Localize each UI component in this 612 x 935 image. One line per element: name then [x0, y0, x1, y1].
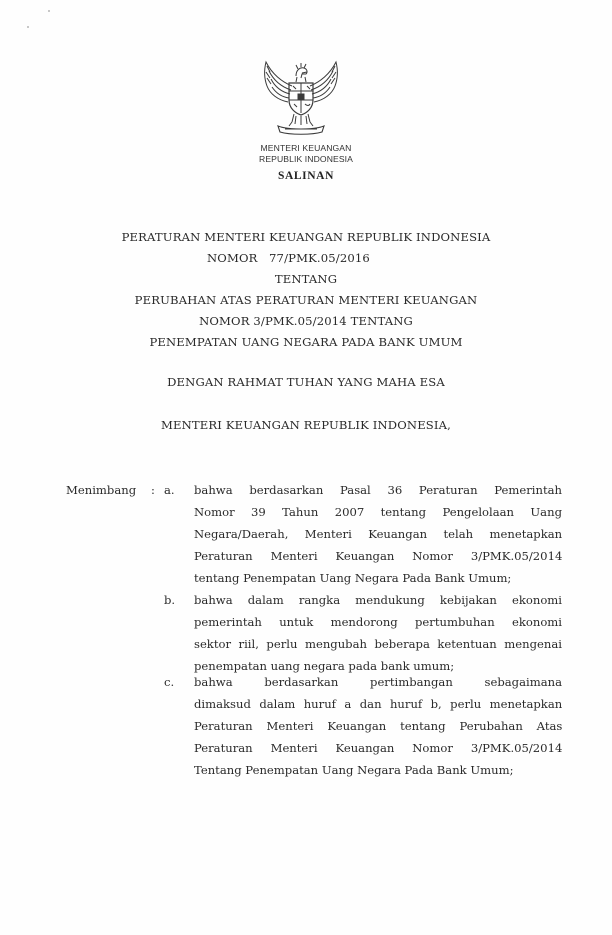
scan-speck [48, 10, 50, 12]
copy-mark: SALINAN [278, 170, 334, 182]
item-c-line: bahwa berdasarkan pertimbangan sebagaimana [194, 675, 562, 689]
considering-item-b [194, 593, 562, 681]
title-line-1: PERATURAN MENTERI KEUANGAN REPUBLIK INDONESIA [121, 230, 491, 244]
item-a-line: tentang Penempatan Uang Negara Pada Bank Umum; [194, 571, 512, 585]
item-c-line: Tentang Penempatan Uang Negara Pada Bank Umum; [194, 763, 514, 777]
item-a-line: Peraturan Menteri Keuangan Nomor 3/PMK.05/2014 [194, 549, 563, 563]
item-a-line: Nomor 39 Tahun 2007 tentang Pengelolaan Uang [194, 505, 562, 519]
item-b-line: sektor riil, perlu mengubah beberapa ketentuan mengenai [194, 637, 562, 651]
item-marker-b: b. [164, 593, 176, 607]
title-line-6: PENEMPATAN UANG NEGARA PADA BANK UMUM [149, 335, 463, 349]
considering-colon: : [151, 483, 155, 497]
garuda-emblem-icon [258, 56, 344, 138]
item-marker-a: a. [164, 483, 175, 497]
item-c-line: Peraturan Menteri Keuangan Nomor 3/PMK.05/2014 [194, 741, 563, 755]
invocation: DENGAN RAHMAT TUHAN YANG MAHA ESA [167, 375, 445, 389]
title-line-5: NOMOR 3/PMK.05/2014 TENTANG [199, 314, 413, 328]
item-b-line: penempatan uang negara pada bank umum; [194, 659, 455, 673]
item-a-line: Negara/Daerah, Menteri Keuangan telah menetapkan [194, 527, 563, 541]
item-b-line: bahwa dalam rangka mendukung kebijakan ekonomi [194, 593, 562, 607]
title-line-4: PERUBAHAN ATAS PERATURAN MENTERI KEUANGAN [134, 293, 478, 307]
item-b-line: pemerintah untuk mendorong pertumbuhan ekonomi [194, 615, 562, 629]
item-a-line: bahwa berdasarkan Pasal 36 Peraturan Pemerintah [194, 483, 562, 497]
title-line-3: TENTANG [274, 272, 338, 286]
ministry-name-line1: MENTERI KEUANGAN [260, 143, 352, 153]
title-line-2: NOMOR 77/PMK.05/2016 [207, 251, 370, 265]
item-c-line: dimaksud dalam huruf a dan huruf b, perlu menetapkan [194, 697, 563, 711]
ministry-name-line2: REPUBLIK INDONESIA [259, 154, 353, 164]
considering-item-c [194, 675, 562, 785]
item-marker-c: c. [164, 675, 175, 689]
scan-speck [27, 26, 29, 28]
issuer: MENTERI KEUANGAN REPUBLIK INDONESIA, [160, 418, 451, 432]
item-c-line: Peraturan Menteri Keuangan tentang Perubahan Atas [194, 719, 563, 733]
considering-item-a [194, 483, 562, 593]
considering-label: Menimbang [66, 483, 137, 497]
